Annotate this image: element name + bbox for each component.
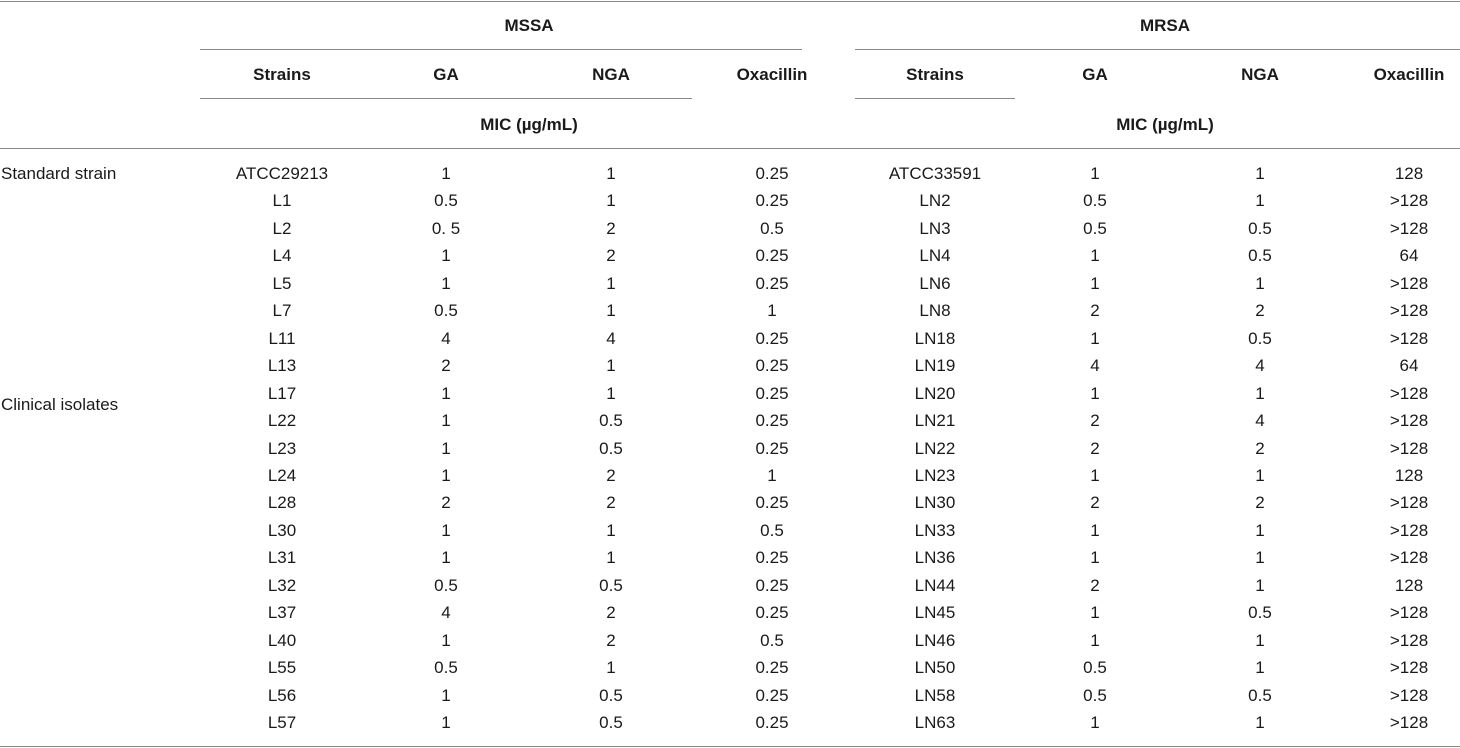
table-bottom-rule — [0, 746, 1460, 747]
cell-mrsa-oxacillin: 128 — [1394, 465, 1424, 485]
cell-mrsa-nga: 1 — [1255, 630, 1265, 650]
cell-mrsa-oxacillin: >128 — [1389, 520, 1429, 540]
cell-mssa-strain: L23 — [267, 438, 297, 458]
cell-mssa-strain: L13 — [267, 356, 297, 376]
cell-mssa-strain: L37 — [267, 603, 297, 623]
cell-mssa-ga: 0.5 — [434, 658, 458, 678]
mrsa-group-rule — [855, 49, 1460, 50]
cell-mssa-ga: 2 — [441, 356, 451, 376]
cell-mssa-nga: 2 — [606, 603, 616, 623]
cell-mssa-strain: L2 — [272, 218, 292, 238]
cell-mrsa-strain: LN58 — [914, 685, 956, 705]
cell-mrsa-ga: 1 — [1090, 328, 1100, 348]
cell-mrsa-oxacillin: >128 — [1389, 218, 1429, 238]
cell-mrsa-oxacillin: >128 — [1389, 630, 1429, 650]
cell-mrsa-ga: 0.5 — [1083, 658, 1107, 678]
cell-mrsa-oxacillin: >128 — [1389, 685, 1429, 705]
cell-mssa-oxacillin: 0.25 — [755, 438, 789, 458]
mic-label-mssa: MIC (µg/mL) — [480, 115, 578, 134]
cell-mssa-ga: 1 — [441, 411, 451, 430]
cell-mssa-nga: 1 — [606, 356, 616, 376]
cell-mrsa-nga: 0.5 — [1248, 685, 1272, 705]
cell-mrsa-strain: LN36 — [914, 548, 956, 568]
cell-mrsa-ga: 1 — [1090, 465, 1100, 485]
cell-mrsa-nga: 1 — [1255, 575, 1265, 595]
cell-mssa-oxacillin: 0.5 — [760, 218, 784, 238]
col-header-mrsa-nga: NGA — [1241, 65, 1279, 84]
cell-mssa-oxacillin: 0.25 — [755, 713, 789, 732]
cell-mssa-nga: 2 — [606, 246, 616, 266]
cell-mssa-nga: 1 — [606, 273, 616, 293]
cell-mssa-nga: 0.5 — [599, 685, 623, 705]
cell-mssa-ga: 4 — [441, 328, 451, 348]
cell-mrsa-strain: LN22 — [914, 438, 956, 458]
header-bottom-rule — [0, 148, 1460, 149]
cell-mssa-strain: L55 — [267, 658, 297, 678]
cell-mrsa-strain: LN3 — [919, 218, 951, 238]
cell-mssa-ga: 0.5 — [434, 301, 458, 321]
category-standard-strain: Standard strain — [1, 164, 117, 183]
cell-mrsa-ga: 1 — [1090, 164, 1100, 183]
cell-mrsa-oxacillin: >128 — [1389, 383, 1429, 403]
cell-mssa-nga: 0.5 — [599, 575, 623, 595]
cell-mssa-ga: 1 — [441, 438, 451, 458]
cell-mrsa-oxacillin: >128 — [1389, 328, 1429, 348]
cell-mrsa-ga: 4 — [1090, 356, 1100, 376]
cell-mssa-oxacillin: 0.25 — [755, 603, 789, 623]
cell-mrsa-ga: 1 — [1090, 713, 1100, 732]
cell-mrsa-ga: 1 — [1090, 548, 1100, 568]
cell-mssa-nga: 1 — [606, 191, 616, 211]
cell-mssa-oxacillin: 0.25 — [755, 685, 789, 705]
cell-mssa-strain: L17 — [267, 383, 297, 403]
table-top-rule — [0, 1, 1460, 2]
cell-mssa-strain: L5 — [272, 273, 292, 293]
cell-mssa-ga: 1 — [441, 273, 451, 293]
cell-mssa-ga: 1 — [441, 685, 451, 705]
cell-mssa-nga: 1 — [606, 548, 616, 568]
cell-mssa-nga: 0.5 — [599, 411, 623, 430]
cell-mssa-oxacillin: 0.25 — [755, 328, 789, 348]
cell-mssa-oxacillin: 0.25 — [755, 658, 789, 678]
cell-mrsa-ga: 1 — [1090, 246, 1100, 266]
cell-mrsa-nga: 2 — [1255, 438, 1265, 458]
cell-mssa-oxacillin: 0.25 — [755, 164, 789, 183]
cell-mssa-oxacillin: 0.5 — [760, 630, 784, 650]
cell-mrsa-ga: 1 — [1090, 273, 1100, 293]
cell-mrsa-ga: 0.5 — [1083, 191, 1107, 211]
cell-mrsa-oxacillin: 64 — [1399, 356, 1419, 376]
cell-mssa-nga: 1 — [606, 164, 616, 183]
cell-mssa-oxacillin: 0.25 — [755, 548, 789, 568]
cell-mrsa-nga: 0.5 — [1248, 328, 1272, 348]
cell-mssa-oxacillin: 0.25 — [755, 575, 789, 595]
cell-mrsa-strain: LN30 — [914, 493, 956, 513]
cell-mssa-ga: 0.5 — [434, 191, 458, 211]
cell-mrsa-oxacillin: 64 — [1399, 246, 1419, 266]
cell-mrsa-strain: LN63 — [914, 713, 956, 732]
cell-mrsa-nga: 0.5 — [1248, 246, 1272, 266]
cell-mrsa-oxacillin: >128 — [1389, 713, 1429, 732]
cell-mrsa-nga: 1 — [1255, 383, 1265, 403]
cell-mrsa-nga: 1 — [1255, 273, 1265, 293]
cell-mrsa-ga: 2 — [1090, 575, 1100, 595]
col-header-mrsa-strains: Strains — [906, 65, 964, 84]
cell-mssa-oxacillin: 0.25 — [755, 191, 789, 211]
cell-mrsa-strain: LN19 — [914, 356, 956, 376]
cell-mssa-nga: 4 — [606, 328, 616, 348]
col-header-mssa-ga: GA — [433, 65, 459, 84]
cell-mrsa-strain: ATCC33591 — [888, 164, 982, 183]
mic-label-mrsa: MIC (µg/mL) — [1116, 115, 1214, 134]
cell-mssa-ga: 1 — [441, 548, 451, 568]
cell-mrsa-oxacillin: >128 — [1389, 493, 1429, 513]
cell-mrsa-oxacillin: 128 — [1394, 575, 1424, 595]
cell-mrsa-strain: LN18 — [914, 328, 956, 348]
cell-mssa-strain: L11 — [268, 328, 296, 348]
cell-mssa-nga: 1 — [606, 301, 616, 321]
cell-mrsa-oxacillin: >128 — [1389, 438, 1429, 458]
cell-mrsa-ga: 1 — [1090, 630, 1100, 650]
cell-mrsa-oxacillin: >128 — [1389, 411, 1429, 430]
cell-mrsa-oxacillin: >128 — [1389, 301, 1429, 321]
cell-mssa-strain: L40 — [267, 630, 297, 650]
cell-mssa-ga: 1 — [441, 630, 451, 650]
cell-mssa-strain: L24 — [267, 465, 297, 485]
cell-mrsa-oxacillin: >128 — [1389, 603, 1429, 623]
cell-mssa-strain: L4 — [272, 246, 292, 266]
cell-mssa-ga: 1 — [441, 465, 451, 485]
cell-mrsa-nga: 2 — [1255, 301, 1265, 321]
cell-mssa-oxacillin: 0.25 — [755, 493, 789, 513]
cell-mssa-oxacillin: 0.5 — [760, 520, 784, 540]
col-header-mrsa-oxacillin: Oxacillin — [1373, 65, 1445, 84]
cell-mssa-strain: L7 — [272, 301, 292, 321]
cell-mssa-nga: 0.5 — [599, 438, 623, 458]
cell-mssa-nga: 1 — [606, 383, 616, 403]
category-clinical-isolates: Clinical isolates — [1, 395, 119, 414]
cell-mssa-strain: L56 — [267, 685, 297, 705]
cell-mssa-strain: L22 — [267, 411, 297, 430]
cell-mrsa-oxacillin: >128 — [1389, 548, 1429, 568]
cell-mssa-strain: ATCC29213 — [235, 164, 329, 183]
cell-mrsa-strain: LN46 — [914, 630, 956, 650]
cell-mssa-nga: 1 — [606, 658, 616, 678]
cell-mrsa-ga: 1 — [1090, 520, 1100, 540]
cell-mrsa-nga: 1 — [1255, 520, 1265, 540]
cell-mrsa-oxacillin: >128 — [1389, 658, 1429, 678]
cell-mssa-ga: 1 — [441, 383, 451, 403]
mssa-group-rule — [200, 49, 802, 50]
cell-mrsa-ga: 2 — [1090, 411, 1100, 430]
cell-mrsa-strain: LN33 — [914, 520, 956, 540]
cell-mrsa-nga: 1 — [1255, 191, 1265, 211]
cell-mrsa-strain: LN44 — [914, 575, 956, 595]
cell-mssa-oxacillin: 1 — [767, 301, 777, 321]
cell-mrsa-strain: LN45 — [914, 603, 956, 623]
cell-mssa-oxacillin: 1 — [767, 465, 777, 485]
cell-mrsa-oxacillin: 128 — [1394, 164, 1424, 183]
cell-mssa-nga: 2 — [606, 630, 616, 650]
cell-mrsa-nga: 0.5 — [1248, 603, 1272, 623]
col-header-mssa-oxacillin: Oxacillin — [736, 65, 808, 84]
cell-mssa-ga: 1 — [441, 520, 451, 540]
cell-mssa-strain: L31 — [267, 548, 297, 568]
cell-mrsa-nga: 1 — [1255, 164, 1265, 183]
cell-mssa-nga: 2 — [606, 218, 616, 238]
cell-mrsa-strain: LN2 — [919, 191, 951, 211]
group-title-mrsa: MRSA — [1139, 16, 1191, 35]
cell-mrsa-strain: LN23 — [914, 465, 956, 485]
cell-mrsa-nga: 1 — [1255, 465, 1265, 485]
cell-mrsa-nga: 1 — [1255, 713, 1265, 732]
cell-mssa-ga: 1 — [441, 246, 451, 266]
cell-mssa-nga: 1 — [606, 520, 616, 540]
cell-mrsa-oxacillin: >128 — [1389, 273, 1429, 293]
cell-mrsa-ga: 1 — [1090, 603, 1100, 623]
col-header-mssa-nga: NGA — [592, 65, 630, 84]
cell-mrsa-oxacillin: >128 — [1389, 191, 1429, 211]
cell-mssa-ga: 1 — [441, 713, 451, 732]
cell-mrsa-ga: 2 — [1090, 493, 1100, 513]
cell-mssa-strain: L28 — [267, 493, 297, 513]
cell-mrsa-ga: 2 — [1090, 301, 1100, 321]
mssa-header-rule — [200, 98, 692, 99]
cell-mssa-nga: 0.5 — [599, 713, 623, 732]
cell-mssa-oxacillin: 0.25 — [755, 356, 789, 376]
mrsa-header-rule — [855, 98, 1015, 99]
cell-mrsa-strain: LN20 — [914, 383, 956, 403]
cell-mssa-oxacillin: 0.25 — [755, 273, 789, 293]
cell-mssa-ga: 4 — [441, 603, 451, 623]
cell-mrsa-strain: LN8 — [919, 301, 951, 321]
cell-mrsa-nga: 4 — [1255, 411, 1265, 430]
cell-mrsa-nga: 1 — [1255, 658, 1265, 678]
cell-mssa-nga: 2 — [606, 493, 616, 513]
cell-mrsa-strain: LN21 — [914, 411, 956, 430]
group-title-mssa: MSSA — [504, 16, 554, 35]
cell-mssa-ga: 2 — [441, 493, 451, 513]
cell-mrsa-nga: 1 — [1255, 548, 1265, 568]
cell-mssa-strain: L32 — [267, 575, 297, 595]
cell-mrsa-ga: 0.5 — [1083, 685, 1107, 705]
cell-mrsa-ga: 2 — [1090, 438, 1100, 458]
col-header-mssa-strains: Strains — [253, 65, 311, 84]
cell-mssa-ga: 0. 5 — [431, 218, 461, 238]
cell-mssa-strain: L30 — [267, 520, 297, 540]
cell-mrsa-ga: 0.5 — [1083, 218, 1107, 238]
col-header-mrsa-ga: GA — [1082, 65, 1108, 84]
cell-mssa-strain: L57 — [267, 713, 297, 732]
cell-mssa-oxacillin: 0.25 — [755, 411, 789, 430]
cell-mssa-ga: 0.5 — [434, 575, 458, 595]
cell-mrsa-nga: 2 — [1255, 493, 1265, 513]
cell-mrsa-ga: 1 — [1090, 383, 1100, 403]
cell-mrsa-strain: LN50 — [914, 658, 956, 678]
cell-mssa-nga: 2 — [606, 465, 616, 485]
cell-mrsa-strain: LN6 — [919, 273, 951, 293]
cell-mssa-strain: L1 — [272, 191, 292, 211]
cell-mssa-ga: 1 — [441, 164, 451, 183]
cell-mssa-oxacillin: 0.25 — [755, 246, 789, 266]
cell-mssa-oxacillin: 0.25 — [755, 383, 789, 403]
cell-mrsa-nga: 4 — [1255, 356, 1265, 376]
cell-mrsa-nga: 0.5 — [1248, 218, 1272, 238]
cell-mrsa-strain: LN4 — [919, 246, 951, 266]
